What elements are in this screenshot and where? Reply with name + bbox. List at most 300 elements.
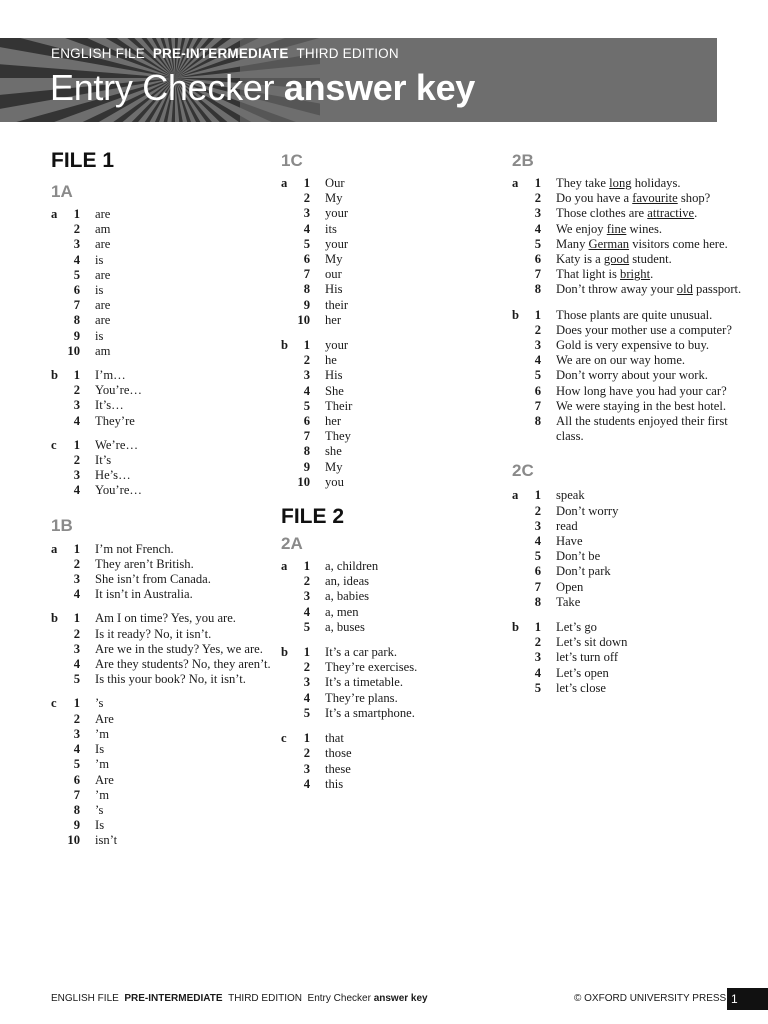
answer-item	[51, 611, 291, 626]
answer-item	[281, 414, 521, 429]
item-number: 2	[73, 222, 80, 237]
answer-text: Are we in the study? Yes, we are.	[95, 641, 263, 656]
item-number: 5	[73, 672, 80, 687]
exercise-1c-b	[281, 338, 521, 490]
answer-item	[281, 777, 521, 792]
answer-text-after: holidays.	[631, 176, 681, 190]
exercise-letter: c	[281, 731, 287, 746]
answer-item	[281, 282, 521, 297]
answer-item	[51, 298, 291, 313]
item-number: 1	[303, 645, 310, 660]
underlined-word: attractive	[647, 206, 695, 221]
answer-item	[512, 564, 752, 579]
page-footer: ENGLISH FILE PRE-INTERMEDIATE THIRD EDITION Entry Checker answer key © OXFORD UNIVERSITY PRESS	[51, 993, 727, 1004]
file-1-heading: FILE 1	[51, 149, 115, 172]
exercise-1a-a	[51, 207, 291, 359]
answer-item	[281, 384, 521, 399]
answer-item	[512, 368, 752, 383]
answer-text: are	[95, 313, 111, 328]
answer-text: Gold is very expensive to buy.	[556, 338, 710, 353]
item-number: 7	[303, 267, 310, 282]
column-3	[512, 148, 752, 696]
answer-item	[512, 534, 752, 549]
answer-item	[281, 399, 521, 414]
answer-text: Our	[325, 176, 345, 190]
item-number: 7	[534, 267, 541, 282]
underlined-word: favourite	[632, 191, 678, 206]
answer-item	[281, 620, 521, 635]
exercise-letter: c	[51, 437, 57, 452]
item-number: 1	[534, 307, 541, 322]
answer-text: are	[95, 207, 111, 221]
answer-item	[512, 206, 752, 221]
item-number: 9	[303, 297, 310, 312]
answer-text: His	[325, 282, 343, 297]
answer-text: They	[325, 429, 351, 444]
answer-text-before: We enjoy	[556, 221, 607, 236]
answer-text: Is	[95, 742, 105, 757]
item-number: 2	[73, 453, 80, 468]
item-number: 3	[303, 206, 310, 221]
answer-text	[556, 237, 752, 252]
answer-text: His	[325, 368, 343, 383]
answer-text: let’s close	[556, 680, 607, 695]
item-number: 6	[303, 252, 310, 267]
item-number: 6	[73, 283, 80, 298]
answer-text: They’re	[95, 413, 135, 428]
answer-text: ’s	[95, 802, 104, 817]
answer-text: is	[95, 328, 104, 343]
answer-item	[281, 675, 521, 690]
item-number: 1	[303, 559, 310, 574]
answer-text	[556, 191, 752, 206]
unit-1a-heading: 1A	[51, 182, 73, 201]
answer-text-after: shop?	[677, 191, 711, 206]
unit-1b-heading: 1B	[51, 515, 73, 535]
item-number: 2	[73, 383, 80, 398]
answer-item	[281, 267, 521, 282]
item-number: 10	[297, 312, 310, 327]
answer-text: are	[95, 267, 111, 282]
item-number: 10	[67, 343, 80, 358]
answer-item	[51, 468, 291, 483]
answer-text: speak	[556, 488, 585, 503]
answer-item	[51, 727, 291, 742]
item-number: 4	[73, 252, 80, 267]
answer-text: Don’t worry about your work.	[556, 368, 708, 383]
answer-text: She isn’t from Canada.	[95, 572, 211, 587]
answer-item	[281, 691, 521, 706]
answer-text: Are they students? No, they aren’t.	[95, 657, 271, 672]
exercise-letter: b	[281, 645, 289, 660]
answer-item	[51, 344, 291, 359]
exercise-letter: b	[281, 338, 289, 353]
answer-text: They’re exercises.	[325, 660, 418, 675]
unit-2c-heading: 2C	[512, 461, 534, 481]
answer-item	[512, 620, 752, 635]
item-number: 5	[303, 705, 310, 720]
answer-item	[51, 712, 291, 727]
answer-item	[51, 438, 291, 453]
unit-2a-heading: 2A	[281, 534, 303, 554]
answer-item	[51, 672, 291, 687]
answer-item	[512, 237, 752, 252]
answer-item	[51, 253, 291, 268]
answer-item	[281, 176, 521, 191]
answer-text: that	[325, 731, 344, 746]
answer-text: Let’s sit down	[556, 635, 628, 650]
item-number: 3	[73, 641, 80, 656]
answer-item	[512, 191, 752, 206]
exercise-2a-c	[281, 731, 521, 792]
answer-text: Am I on time? Yes, you are.	[95, 611, 236, 626]
answer-text: Their	[325, 398, 353, 413]
answer-text: your	[325, 338, 349, 353]
answer-item	[512, 353, 752, 368]
item-number: 6	[534, 383, 541, 398]
answer-text: You’re…	[95, 383, 142, 398]
item-number: 2	[534, 322, 541, 337]
item-number: 2	[73, 556, 80, 571]
exercise-1b-a	[51, 542, 291, 603]
series-title: ENGLISH FILE PRE-INTERMEDIATE THIRD EDITION	[51, 46, 399, 61]
answer-text: My	[325, 459, 343, 474]
underlined-word: old	[676, 282, 693, 297]
answer-item	[512, 504, 752, 519]
answer-item	[51, 696, 291, 711]
answer-item	[281, 475, 521, 490]
exercise-2a-a	[281, 559, 521, 635]
exercise-1c-a	[281, 176, 521, 328]
answer-item	[281, 191, 521, 206]
exercise-letter: a	[512, 488, 519, 503]
answer-text-before: Those clothes are	[556, 206, 648, 221]
item-number: 5	[303, 398, 310, 413]
item-number: 7	[73, 787, 80, 802]
answer-item	[51, 368, 291, 383]
answer-text: are	[95, 237, 111, 252]
exercise-letter: a	[51, 541, 58, 556]
item-number: 4	[73, 587, 80, 602]
item-number: 7	[303, 429, 310, 444]
answer-text: How long have you had your car?	[556, 383, 727, 398]
item-number: 3	[303, 675, 310, 690]
answer-text-after: wines.	[626, 221, 663, 236]
item-number: 4	[534, 534, 541, 549]
column-2	[281, 148, 521, 792]
answer-item	[281, 313, 521, 328]
answer-text: he	[325, 353, 337, 368]
item-number: 2	[303, 746, 310, 761]
item-number: 4	[303, 221, 310, 236]
answer-item	[281, 589, 521, 604]
item-number: 3	[303, 761, 310, 776]
answer-item	[51, 773, 291, 788]
exercise-letter: b	[51, 368, 59, 383]
answer-text: Don’t worry	[556, 503, 619, 518]
item-number: 1	[303, 731, 310, 746]
item-number: 2	[534, 191, 541, 206]
answer-item	[281, 645, 521, 660]
answer-item	[281, 206, 521, 221]
file-2-heading: FILE 2	[281, 505, 345, 529]
item-number: 4	[303, 604, 310, 619]
answer-text: We were staying in the best hotel.	[556, 398, 727, 413]
item-number: 4	[73, 413, 80, 428]
item-number: 1	[73, 696, 80, 711]
underlined-word: German	[588, 236, 630, 251]
answer-item	[512, 650, 752, 665]
answer-text: read	[556, 518, 578, 533]
answer-item	[51, 587, 291, 602]
answer-text: are	[95, 298, 111, 313]
item-number: 3	[534, 338, 541, 353]
answer-text: I’m…	[95, 368, 126, 383]
item-number: 3	[73, 398, 80, 413]
answer-text: these	[325, 761, 351, 776]
item-number: 7	[534, 579, 541, 594]
answer-text	[556, 282, 752, 297]
answer-item	[51, 557, 291, 572]
item-number: 6	[73, 772, 80, 787]
page-number: 1	[731, 992, 738, 1006]
item-number: 10	[297, 474, 310, 489]
item-number: 3	[73, 468, 80, 483]
item-number: 7	[534, 398, 541, 413]
page-number-box	[727, 988, 768, 1010]
answer-text: Those plants are quite unusual.	[556, 307, 713, 322]
answer-text: We are on our way home.	[556, 353, 686, 368]
answer-item	[51, 803, 291, 818]
answer-text: am	[95, 343, 111, 358]
answer-item	[51, 414, 291, 429]
exercise-2c-b	[512, 620, 752, 696]
answer-text: ’m	[95, 726, 109, 741]
item-number: 1	[534, 488, 541, 503]
answer-item	[281, 353, 521, 368]
item-number: 2	[303, 191, 310, 206]
answer-item	[512, 282, 752, 297]
answer-item	[512, 176, 752, 191]
exercise-1b-b	[51, 611, 291, 687]
item-number: 6	[534, 564, 541, 579]
answer-text: a, buses	[325, 619, 365, 634]
answer-item	[281, 222, 521, 237]
answer-text: this	[325, 776, 344, 791]
answer-text: It’s a smartphone.	[325, 705, 415, 720]
item-number: 3	[534, 650, 541, 665]
item-number: 4	[303, 690, 310, 705]
answer-text: its	[325, 221, 337, 236]
item-number: 8	[303, 444, 310, 459]
answer-item	[51, 483, 291, 498]
answer-text: Take	[556, 594, 581, 609]
answer-text-before: That light is	[556, 267, 621, 282]
answer-item	[51, 657, 291, 672]
item-number: 4	[534, 665, 541, 680]
exercise-1a-c	[51, 438, 291, 499]
answer-text: It’s…	[95, 398, 124, 413]
answer-text	[556, 222, 752, 237]
answer-text: It’s a car park.	[325, 645, 398, 660]
answer-text-after: passport.	[692, 282, 742, 297]
answer-item	[281, 368, 521, 383]
answer-text-after: .	[694, 206, 698, 221]
exercise-letter: a	[51, 207, 58, 221]
answer-text: a, babies	[325, 589, 370, 604]
item-number: 3	[73, 572, 80, 587]
answer-item	[512, 519, 752, 534]
answer-item	[281, 605, 521, 620]
answer-text: They aren’t British.	[95, 556, 194, 571]
answer-text: It’s a timetable.	[325, 675, 403, 690]
item-number: 2	[73, 626, 80, 641]
item-number: 8	[534, 414, 541, 429]
page-title: Entry Checker answer key	[50, 67, 476, 108]
item-number: 3	[534, 206, 541, 221]
answer-item	[281, 660, 521, 675]
exercise-letter: b	[512, 307, 520, 322]
item-number: 2	[303, 574, 310, 589]
answer-text: she	[325, 444, 342, 459]
answer-item	[281, 762, 521, 777]
answer-text: Have	[556, 534, 583, 549]
answer-item	[51, 453, 291, 468]
answer-item	[281, 298, 521, 313]
answer-item	[51, 383, 291, 398]
item-number: 8	[73, 802, 80, 817]
answer-text-before: They take	[556, 176, 610, 190]
answer-item	[512, 549, 752, 564]
answer-text: a, men	[325, 604, 359, 619]
answer-item	[512, 681, 752, 696]
item-number: 9	[73, 328, 80, 343]
answer-item	[512, 323, 752, 338]
exercise-letter: a	[281, 176, 288, 190]
answer-item	[512, 222, 752, 237]
answer-text: ’s	[95, 696, 104, 711]
answer-item	[281, 252, 521, 267]
answer-item	[51, 572, 291, 587]
answer-item	[51, 818, 291, 833]
underlined-word: long	[609, 176, 632, 190]
item-number: 2	[303, 353, 310, 368]
answer-text: They’re plans.	[325, 690, 398, 705]
item-number: 4	[303, 383, 310, 398]
answer-item	[281, 706, 521, 721]
answer-item	[512, 595, 752, 610]
answer-text	[556, 206, 752, 221]
answer-text	[556, 176, 752, 191]
answer-item	[281, 338, 521, 353]
answer-item	[512, 580, 752, 595]
exercise-letter: a	[512, 176, 519, 190]
answer-item	[51, 742, 291, 757]
item-number: 5	[534, 236, 541, 251]
answer-item	[281, 731, 521, 746]
item-number: 5	[303, 619, 310, 634]
item-number: 6	[303, 414, 310, 429]
item-number: 1	[73, 611, 80, 626]
answer-text: Does your mother use a computer?	[556, 322, 732, 337]
item-number: 5	[534, 368, 541, 383]
answer-item	[51, 833, 291, 848]
answer-text: our	[325, 267, 342, 282]
answer-text: We’re…	[95, 437, 139, 452]
answer-text: her	[325, 312, 342, 327]
answer-text: It’s	[95, 453, 112, 468]
answer-item	[281, 460, 521, 475]
answer-text	[556, 267, 752, 282]
answer-text-after: student.	[629, 252, 672, 267]
item-number: 2	[534, 635, 541, 650]
item-number: 5	[534, 549, 541, 564]
item-number: 8	[534, 594, 541, 609]
header-banner	[0, 38, 717, 122]
answer-text: He’s…	[95, 468, 131, 483]
unit-2b-heading: 2B	[512, 151, 534, 170]
item-number: 9	[73, 818, 80, 833]
answer-text: I’m not French.	[95, 541, 174, 556]
answer-item	[51, 313, 291, 328]
item-number: 1	[303, 176, 310, 190]
item-number: 8	[73, 313, 80, 328]
answer-text: you	[325, 474, 344, 489]
item-number: 2	[73, 711, 80, 726]
item-number: 1	[534, 176, 541, 190]
answer-text: It isn’t in Australia.	[95, 587, 193, 602]
answer-text: Is	[95, 818, 105, 833]
answer-text: their	[325, 297, 349, 312]
exercise-2a-b	[281, 645, 521, 721]
answer-text: Don’t be	[556, 549, 601, 564]
answer-text-before: Do you have a	[556, 191, 633, 206]
answer-text: Are	[95, 711, 114, 726]
item-number: 10	[67, 833, 80, 848]
item-number: 5	[303, 236, 310, 251]
item-number: 8	[303, 282, 310, 297]
item-number: 3	[534, 518, 541, 533]
answer-item	[51, 398, 291, 413]
answer-item	[281, 429, 521, 444]
item-number: 4	[73, 742, 80, 757]
answer-item	[281, 444, 521, 459]
answer-item	[512, 308, 752, 323]
answer-item	[512, 488, 752, 503]
underlined-word: fine	[606, 221, 627, 236]
answer-text: ’m	[95, 757, 109, 772]
item-number: 4	[303, 776, 310, 791]
item-number: 6	[534, 252, 541, 267]
item-number: 1	[73, 207, 80, 221]
answer-item	[51, 757, 291, 772]
item-number: 5	[534, 680, 541, 695]
answer-item	[512, 399, 752, 414]
answer-text	[556, 252, 752, 267]
answer-item	[512, 267, 752, 282]
exercise-2c-a	[512, 488, 752, 610]
item-number: 1	[303, 338, 310, 353]
answer-text: My	[325, 191, 343, 206]
answer-text: her	[325, 414, 342, 429]
answer-text: She	[325, 383, 344, 398]
exercise-letter: a	[281, 559, 288, 574]
answer-text: your	[325, 206, 349, 221]
answer-item	[51, 642, 291, 657]
answer-text: those	[325, 746, 352, 761]
answer-text-before: Katy is a	[556, 252, 604, 267]
answer-text: am	[95, 222, 111, 237]
